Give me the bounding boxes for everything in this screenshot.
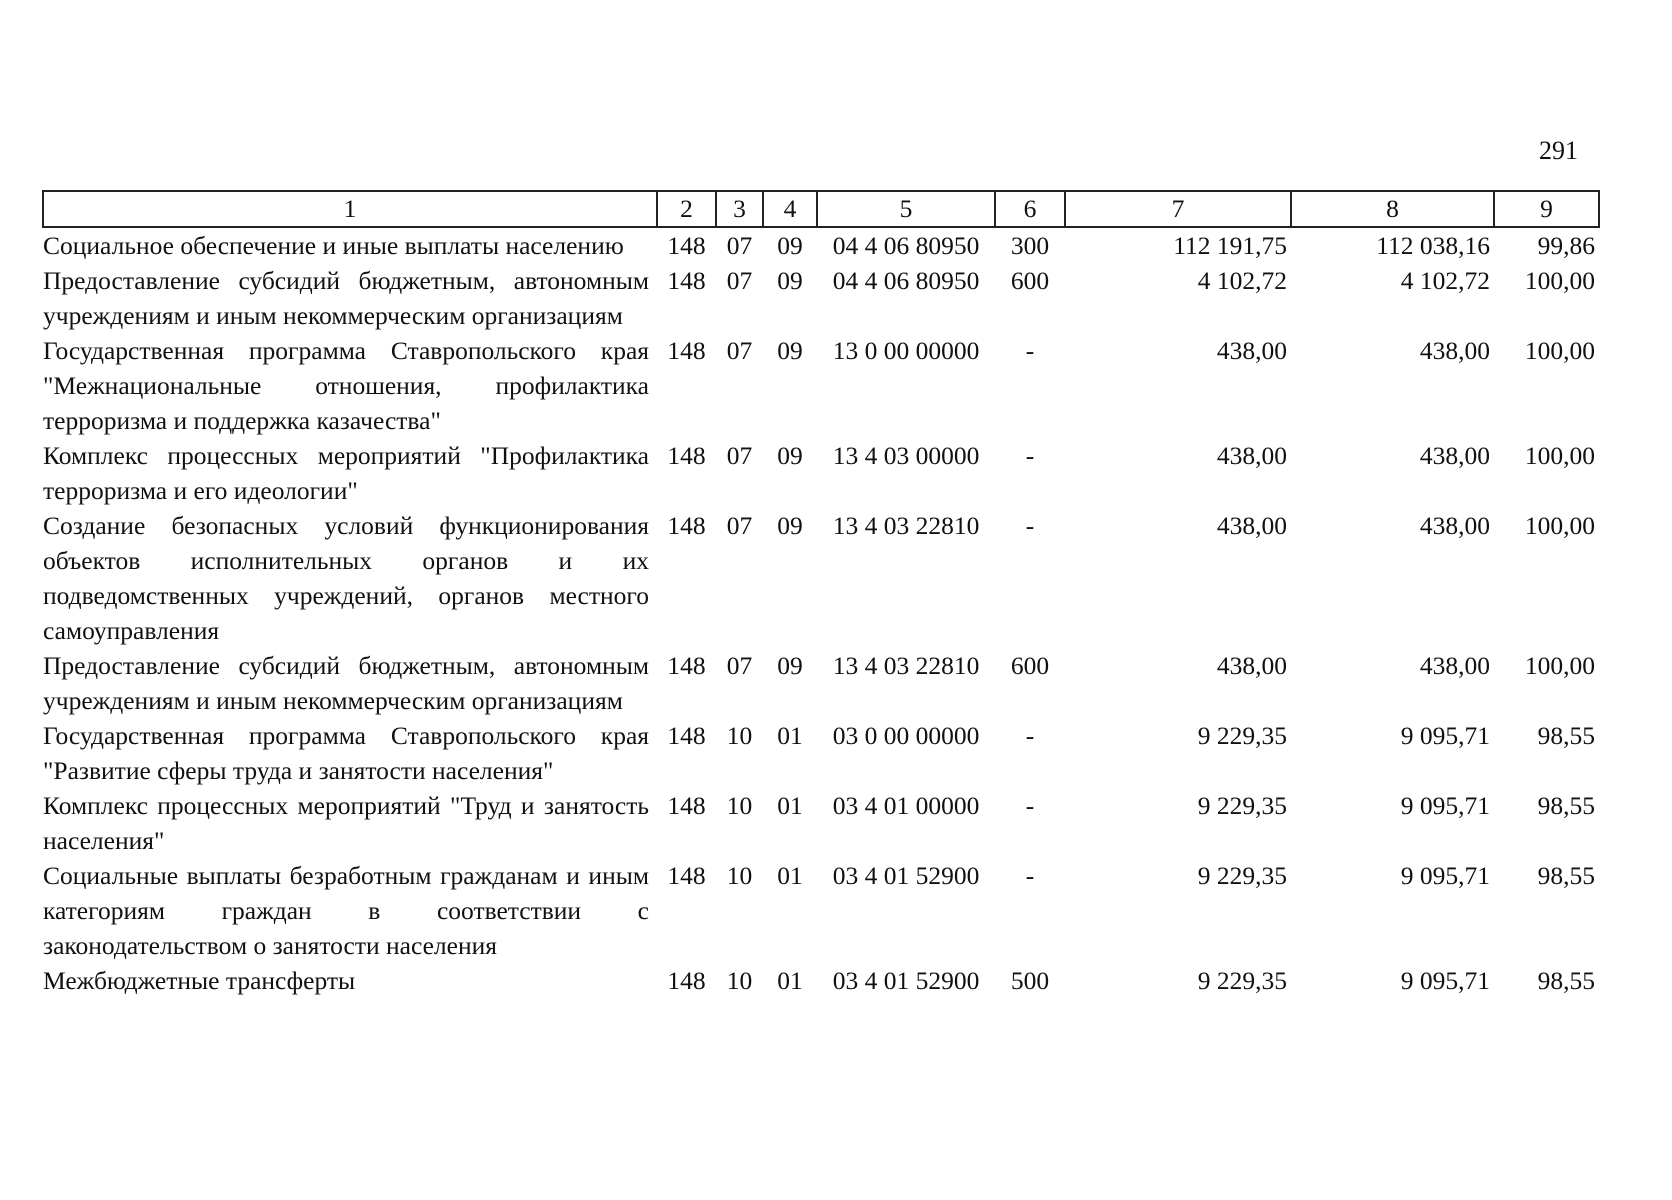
row-col-6: - — [1025, 721, 1035, 750]
row-col-7: 438,00 — [1216, 441, 1287, 470]
row-col-8: 9 095,71 — [1400, 966, 1490, 995]
header-col-8: 8 — [1291, 191, 1494, 227]
row-col-2: 148 — [667, 511, 706, 540]
row-col-6: 500 — [1010, 966, 1050, 995]
row-col-8: 9 095,71 — [1400, 861, 1490, 890]
table-row — [43, 648, 1599, 718]
row-col-3: 10 — [726, 966, 753, 995]
table-row — [43, 508, 1599, 648]
row-col-7: 438,00 — [1216, 511, 1287, 540]
row-col-7: 438,00 — [1216, 651, 1287, 680]
row-col-4: 09 — [777, 266, 803, 295]
budget-table — [42, 190, 1600, 998]
row-col-7: 112 191,75 — [1173, 231, 1287, 260]
row-col-8: 438,00 — [1419, 441, 1490, 470]
row-name: Межбюджетные трансферты — [43, 966, 356, 995]
row-col-9: 98,55 — [1537, 966, 1595, 995]
row-col-6: 300 — [1010, 231, 1050, 260]
row-name: Комплекс процессных мероприятий "Труд и занятость населения" — [43, 791, 649, 855]
row-col-3: 07 — [726, 231, 753, 260]
row-col-2: 148 — [667, 861, 706, 890]
row-col-5: 13 4 03 00000 — [832, 441, 980, 470]
row-name: Социальные выплаты безработным гражданам и иным категориям граждан в соответствии с законодательством о занятости населения — [43, 861, 649, 960]
row-col-9: 100,00 — [1524, 266, 1595, 295]
row-col-9: 98,55 — [1537, 861, 1595, 890]
row-name: Комплекс процессных мероприятий "Профилактика терроризма и его идеологии" — [43, 441, 649, 505]
row-col-5: 03 4 01 52900 — [832, 966, 980, 995]
row-col-3: 10 — [726, 861, 753, 890]
row-name: Предоставление субсидий бюджетным, автономным учреждениям и иным некоммерческим организациям — [43, 266, 649, 330]
row-col-7: 4 102,72 — [1197, 266, 1287, 295]
row-col-7: 9 229,35 — [1197, 791, 1287, 820]
table-row — [43, 263, 1599, 333]
row-name: Социальное обеспечение и иные выплаты населению — [43, 231, 624, 260]
header-col-3: 3 — [716, 191, 763, 227]
row-col-4: 09 — [777, 231, 803, 260]
row-col-9: 98,55 — [1537, 721, 1595, 750]
row-col-7: 9 229,35 — [1197, 861, 1287, 890]
row-name: Предоставление субсидий бюджетным, автономным учреждениям и иным некоммерческим организациям — [43, 651, 649, 715]
header-col-4: 4 — [763, 191, 817, 227]
row-name: Создание безопасных условий функционирования объектов исполнительных органов и их подведомственных учреждений, органов местного самоуправления — [43, 511, 649, 645]
row-col-9: 100,00 — [1524, 441, 1595, 470]
row-name: Государственная программа Ставропольского края "Развитие сферы труда и занятости населения" — [43, 721, 649, 785]
row-col-8: 9 095,71 — [1400, 721, 1490, 750]
row-col-2: 148 — [667, 721, 706, 750]
row-col-4: 09 — [777, 651, 803, 680]
row-col-8: 438,00 — [1419, 336, 1490, 365]
row-col-5: 13 4 03 22810 — [832, 651, 980, 680]
row-col-3: 10 — [726, 721, 753, 750]
row-col-7: 9 229,35 — [1197, 721, 1287, 750]
row-col-5: 04 4 06 80950 — [832, 231, 980, 260]
row-col-7: 9 229,35 — [1197, 966, 1287, 995]
row-col-5: 03 4 01 00000 — [832, 791, 980, 820]
row-col-2: 148 — [667, 966, 706, 995]
row-col-4: 01 — [777, 721, 803, 750]
row-col-8: 9 095,71 — [1400, 791, 1490, 820]
row-col-6: - — [1025, 791, 1035, 820]
row-col-9: 99,86 — [1537, 231, 1595, 260]
row-col-9: 100,00 — [1524, 651, 1595, 680]
table-row — [43, 718, 1599, 788]
header-col-5: 5 — [817, 191, 995, 227]
row-col-8: 438,00 — [1419, 651, 1490, 680]
page-number: 291 — [1539, 136, 1578, 165]
header-col-2: 2 — [657, 191, 716, 227]
row-col-3: 07 — [726, 651, 753, 680]
row-col-2: 148 — [667, 441, 706, 470]
header-col-1: 1 — [43, 191, 657, 227]
table-row — [43, 858, 1599, 963]
row-col-5: 03 4 01 52900 — [832, 861, 980, 890]
table-row — [43, 333, 1599, 438]
table-row — [43, 788, 1599, 858]
table-row — [43, 438, 1599, 508]
row-col-4: 01 — [777, 966, 803, 995]
row-col-4: 01 — [777, 861, 803, 890]
row-col-4: 01 — [777, 791, 803, 820]
row-col-3: 07 — [726, 336, 753, 365]
header-col-6: 6 — [995, 191, 1065, 227]
row-col-8: 4 102,72 — [1400, 266, 1490, 295]
row-col-2: 148 — [667, 651, 706, 680]
header-row — [43, 191, 1599, 227]
header-col-9: 9 — [1494, 191, 1599, 227]
row-col-9: 100,00 — [1524, 336, 1595, 365]
row-col-2: 148 — [667, 791, 706, 820]
row-col-5: 03 0 00 00000 — [832, 721, 980, 750]
row-col-9: 98,55 — [1537, 791, 1595, 820]
row-col-2: 148 — [667, 266, 706, 295]
row-col-4: 09 — [777, 336, 803, 365]
row-col-3: 07 — [726, 266, 753, 295]
row-col-6: 600 — [1010, 266, 1050, 295]
row-col-2: 148 — [667, 336, 706, 365]
row-col-6: - — [1025, 441, 1035, 470]
row-col-6: - — [1025, 336, 1035, 365]
row-col-5: 13 0 00 00000 — [832, 336, 980, 365]
row-col-3: 10 — [726, 791, 753, 820]
table-row — [43, 227, 1599, 263]
row-col-5: 04 4 06 80950 — [832, 266, 980, 295]
row-col-4: 09 — [777, 511, 803, 540]
row-col-2: 148 — [667, 231, 706, 260]
header-col-7: 7 — [1065, 191, 1291, 227]
row-col-6: 600 — [1010, 651, 1050, 680]
row-col-8: 438,00 — [1419, 511, 1490, 540]
table-row — [43, 963, 1599, 998]
row-col-4: 09 — [777, 441, 803, 470]
row-col-8: 112 038,16 — [1376, 231, 1490, 260]
row-col-3: 07 — [726, 441, 753, 470]
row-col-6: - — [1025, 511, 1035, 540]
row-col-5: 13 4 03 22810 — [832, 511, 980, 540]
row-col-3: 07 — [726, 511, 753, 540]
table-body — [43, 227, 1599, 998]
row-col-9: 100,00 — [1524, 511, 1595, 540]
row-col-7: 438,00 — [1216, 336, 1287, 365]
row-name: Государственная программа Ставропольского края "Межнациональные отношения, профилактика терроризма и поддержка казачества" — [43, 336, 649, 435]
row-col-6: - — [1025, 861, 1035, 890]
